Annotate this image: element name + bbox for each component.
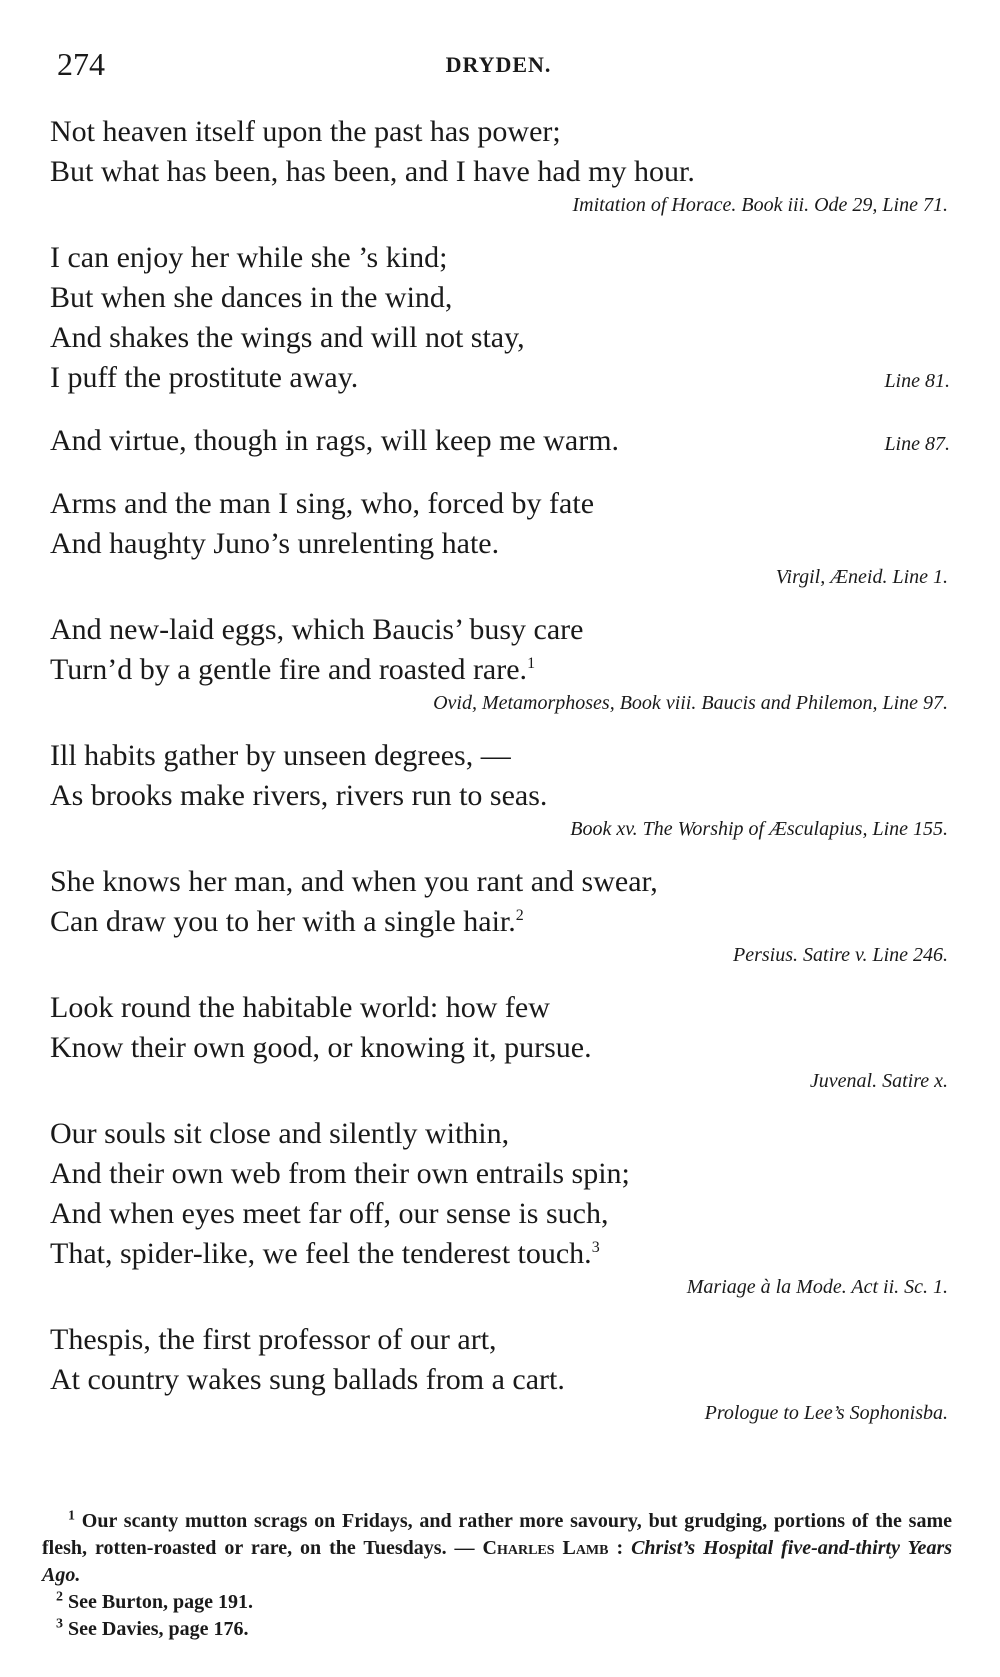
quotation-list bbox=[50, 112, 950, 1446]
citation: Prologue to Lee’s Sophonisba. bbox=[704, 1402, 948, 1424]
citation: Juvenal. Satire x. bbox=[809, 1070, 948, 1092]
footnote-text: Our scanty mutton scrags on Fridays, and rather more savoury, but grudging, portions of the same flesh, rotten-roasted or rare, on the Tuesdays. — bbox=[42, 1510, 953, 1559]
verse-line-with-citation bbox=[50, 421, 950, 464]
verse-line: I can enjoy her while she ’s kind; bbox=[50, 241, 448, 274]
verse-line-text: That, spider-like, we feel the tenderest touch. bbox=[50, 1237, 592, 1270]
footnote-3 bbox=[42, 1616, 952, 1643]
quotation bbox=[50, 421, 950, 464]
footnote-text: See Davies, page 176. bbox=[68, 1618, 249, 1640]
citation: Book xv. The Worship of Æsculapius, Line 155. bbox=[570, 818, 948, 840]
footnote-reference: 1 bbox=[527, 655, 536, 672]
verse-line: And shakes the wings and will not stay, bbox=[50, 321, 525, 354]
footnote-author: Charles Lamb bbox=[482, 1537, 609, 1559]
footnote-separator: : bbox=[608, 1537, 632, 1559]
quotation bbox=[50, 988, 950, 1094]
quotation bbox=[50, 862, 950, 968]
citation: Mariage à la Mode. Act ii. Sc. 1. bbox=[686, 1276, 948, 1298]
verse-line: And new-laid eggs, which Baucis’ busy care bbox=[50, 613, 584, 646]
quotation bbox=[50, 1320, 950, 1426]
citation: Virgil, Æneid. Line 1. bbox=[775, 566, 948, 588]
verse-line: Ill habits gather by unseen degrees, — bbox=[50, 739, 511, 772]
footnote-reference: 3 bbox=[591, 1239, 600, 1256]
verse-line: But when she dances in the wind, bbox=[50, 281, 453, 314]
quotation bbox=[50, 484, 950, 590]
footnote-work-title: Christ’s Hospital five-and-thirty Years Ago. bbox=[42, 1537, 953, 1586]
verse-line: And their own web from their own entrails spin; bbox=[50, 1157, 630, 1190]
verse-line: Look round the habitable world: how few bbox=[50, 991, 550, 1024]
quotation bbox=[50, 736, 950, 842]
footnote-reference: 2 bbox=[515, 907, 524, 924]
verse-line: Arms and the man I sing, who, forced by fate bbox=[50, 487, 595, 520]
verse-line: And virtue, though in rags, will keep me warm. bbox=[50, 424, 620, 457]
verse-line: At country wakes sung ballads from a cart. bbox=[50, 1363, 565, 1396]
verse-line-noted bbox=[50, 902, 950, 942]
citation: Imitation of Horace. Book iii. Ode 29, Line 71. bbox=[572, 194, 948, 216]
quotation bbox=[50, 112, 950, 218]
verse-line: And when eyes meet far off, our sense is such, bbox=[50, 1197, 609, 1230]
verse-line: I puff the prostitute away. bbox=[50, 361, 359, 394]
quotation bbox=[50, 1114, 950, 1300]
verse-line-noted bbox=[50, 1234, 950, 1274]
running-head: DRYDEN. bbox=[445, 52, 552, 77]
verse-line-with-citation bbox=[50, 358, 950, 401]
verse-line: As brooks make rivers, rivers run to seas. bbox=[50, 779, 548, 812]
verse-line: Our souls sit close and silently within, bbox=[50, 1117, 510, 1150]
page-number: 274 bbox=[57, 46, 105, 82]
quotation bbox=[50, 610, 950, 716]
verse-line: Know their own good, or knowing it, pursue. bbox=[50, 1031, 592, 1064]
verse-line-text: Can draw you to her with a single hair. bbox=[50, 905, 516, 938]
footnote-2 bbox=[42, 1589, 952, 1616]
verse-line: She knows her man, and when you rant and swear, bbox=[50, 865, 658, 898]
footnote-1 bbox=[42, 1508, 952, 1589]
verse-line-text: Turn’d by a gentle fire and roasted rare. bbox=[50, 653, 528, 686]
footnote-mark: 1 bbox=[68, 1508, 75, 1524]
verse-line: But what has been, has been, and I have had my hour. bbox=[50, 155, 695, 188]
citation: Line 81. bbox=[884, 370, 950, 392]
footnote-mark: 3 bbox=[56, 1616, 63, 1632]
citation: Line 87. bbox=[884, 433, 950, 455]
footnote-text: See Burton, page 191. bbox=[68, 1591, 253, 1613]
verse-line: Not heaven itself upon the past has power; bbox=[50, 115, 561, 148]
footnotes bbox=[42, 1508, 952, 1643]
page-header bbox=[57, 46, 940, 86]
citation: Ovid, Metamorphoses, Book viii. Baucis and Philemon, Line 97. bbox=[433, 692, 948, 714]
verse-line: Thespis, the first professor of our art, bbox=[50, 1323, 497, 1356]
verse-line: And haughty Juno’s unrelenting hate. bbox=[50, 527, 500, 560]
verse-line-noted bbox=[50, 650, 950, 690]
footnote-mark: 2 bbox=[56, 1589, 63, 1605]
quotation bbox=[50, 238, 950, 401]
citation: Persius. Satire v. Line 246. bbox=[733, 944, 948, 966]
